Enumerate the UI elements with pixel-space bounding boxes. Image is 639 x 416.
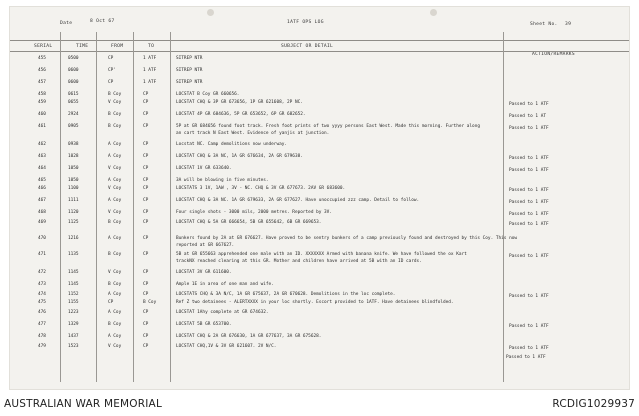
punch-hole [207,9,214,16]
to-cell: CP [143,252,149,257]
serial-cell: 472 [38,270,46,275]
time-cell: 0905 [68,124,79,129]
action-remark: Passed to 1 ATF [509,294,549,299]
detail-line: LOCSTAT CHQ & 5A GR 666654, 5B GR 655642, 6B GR 669653. [176,220,322,225]
to-cell: CP [143,236,149,241]
time-cell: 1100 [68,186,79,191]
time-cell: 0600 [68,80,79,85]
detail-line: an cart track N East West. Evidence of yanjis at junction. [176,131,330,136]
time-cell: 1111 [68,198,79,203]
time-cell: 1329 [68,322,79,327]
to-cell: CP [143,292,149,297]
from-cell: B Coy [108,92,122,97]
serial-cell: 455 [38,56,46,61]
col-serial-header: SERIAL [34,44,53,49]
detail-line: LOCSTAT B Coy GR 660656. [176,92,240,97]
to-cell: CP [143,112,149,117]
action-remark: Passed to 1 AT [509,114,547,119]
time-cell: 1028 [68,154,79,159]
detail-line: Four single shots - 3000 mils, 2000 metres. Reported by 3V. [176,210,332,215]
time-cell: 0938 [68,142,79,147]
serial-cell: 474 [38,292,46,297]
time-cell: 1120 [68,210,79,215]
detail-line: SITREP NTR [176,68,203,73]
column-divider [503,32,504,382]
detail-line: LOCSTAT 4P GR 684636, 5P GR 653652, 6P GR 682652. [176,112,306,117]
from-cell: A Coy [108,154,122,159]
column-divider [133,32,134,382]
serial-cell: 464 [38,166,46,171]
to-cell: CP [143,210,149,215]
action-remark: Passed to 1 ATF [509,324,549,329]
serial-cell: 456 [38,68,46,73]
detail-line: LOCSTAT 5B GR 653700. [176,322,232,327]
action-remark: Passed to 1 ATF [509,156,549,161]
time-cell: 1145 [68,282,79,287]
from-cell: B Coy [108,220,122,225]
from-cell: A Coy [108,198,122,203]
time-cell: 1223 [68,310,79,315]
detail-line: SITREP NTR [176,56,203,61]
date-value: 8 Oct 67 [90,19,115,24]
serial-cell: 462 [38,142,46,147]
to-cell: CP [143,186,149,191]
from-cell: V Coy [108,344,122,349]
from-cell: B Coy [108,252,122,257]
from-cell: A Coy [108,292,122,297]
table-header-rule [10,51,629,52]
extra-action-note: Passed to 1 ATF [506,355,546,360]
detail-line: LOCSTATS 3 1V, 1AW , 3V - NC. CHQ & 3V GR 677673. 2AV GR 683600. [176,186,346,191]
col-from-header: FROM [111,44,124,49]
detail-line: 3A will be blowing in five minutes. [176,178,269,183]
from-cell: A Coy [108,178,122,183]
time-cell: 0600 [68,68,79,73]
serial-cell: 465 [38,178,46,183]
to-cell: CP [143,270,149,275]
table-top-rule [10,40,629,41]
col-detail-header: SUBJECT OR DETAIL [281,44,334,49]
serial-cell: 469 [38,220,46,225]
time-cell: 1135 [68,252,79,257]
detail-line: LOCSTAT CHQ,1V & 3V GR 621607. 2V N/C. [176,344,277,349]
time-cell: 1437 [68,334,79,339]
detail-line: 5B at GR 655663 apprehended one male with an ID. XXXXXXX Armed with banana knife. We have followed the ox Kart [176,252,467,257]
from-cell: B Coy [108,112,122,117]
from-cell: V Coy [108,186,122,191]
detail-line: LOCSTAT 1V GR 633640. [176,166,232,171]
detail-line: LOCSTATS CHQ & 3A N/C, 1A GR 675637, 2A GR 670628. Demolitions in the loc complete. [176,292,396,297]
action-remark: Passed to 1 ATF [509,222,549,227]
action-remark: Passed to 1 ATF [509,168,549,173]
from-cell: A Coy [108,236,122,241]
serial-cell: 471 [38,252,46,257]
action-remark: Passed to 1 ATF [509,102,549,107]
column-divider [170,32,171,382]
from-cell: V Coy [108,270,122,275]
column-divider [96,32,97,382]
to-cell: B Coy [143,300,157,305]
serial-cell: 470 [38,236,46,241]
to-cell: CP [143,282,149,287]
to-cell: CP [143,220,149,225]
detail-line: SITREP NTR [176,80,203,85]
time-cell: 1145 [68,270,79,275]
to-cell: CP [143,334,149,339]
detail-line: LOCSTAT CHQ & 3A NC, 1A GR 676634, 2A GR 679638. [176,154,303,159]
detail-line: Bunkers found by 2A at GR 676627. Have proved to be sentry bunkers of a camp previously found and destroyed by this Coy. This now [176,236,517,241]
serial-cell: 460 [38,112,46,117]
serial-cell: 479 [38,344,46,349]
to-cell: 1 ATF [143,80,157,85]
col-action-header: ACTION/REMARKS [532,52,575,57]
to-cell: CP [143,198,149,203]
action-remark: Passed to 1 ATF [509,254,549,259]
time-cell: 0500 [68,56,79,61]
detail-line: 5P at GR 684656 found foot track. Fresh foot prints of two yyyy persons East West. Made this morning. Further along [176,124,480,129]
serial-cell: 461 [38,124,46,129]
serial-cell: 467 [38,198,46,203]
sheet-label: Sheet No. [530,22,558,27]
from-cell: B Coy [108,322,122,327]
from-cell: V Coy [108,166,122,171]
detail-line: trackNX reached clearing at this GR. Mother and children have arrived at 5B with an ID cards. [176,259,422,264]
to-cell: CP [143,178,149,183]
serial-cell: 475 [38,300,46,305]
time-cell: 1523 [68,344,79,349]
time-cell: 0655 [68,100,79,105]
detail-line: LOCSTAT 3V GR 611600. [176,270,232,275]
col-to-header: TO [148,44,155,49]
footer-id: RCDIG1029937 [552,398,635,410]
action-remark: Passed to 1 ATF [509,126,549,131]
column-divider [60,32,61,382]
detail-line: Ample 1E in area of one man and wife. [176,282,274,287]
to-cell: CP [143,166,149,171]
from-cell: CP [108,80,114,85]
log-title: 1ATF OPS LOG [287,20,324,25]
serial-cell: 477 [38,322,46,327]
action-remark: Passed to 1 ATF [509,346,549,351]
action-remark: Passed to 1 ATF [509,188,549,193]
to-cell: CP [143,100,149,105]
serial-cell: 473 [38,282,46,287]
detail-line: reported at GR 667627. [176,243,235,248]
time-cell: 1152 [68,292,79,297]
serial-cell: 476 [38,310,46,315]
from-cell: V Coy [108,100,122,105]
from-cell: B Coy [108,124,122,129]
detail-line: Ref Z two detainees - ALERTXXXX in your loc shortly. Escort provided to 1ATF. Have detainees blindfolded. [176,300,454,305]
to-cell: CP [143,154,149,159]
time-cell: 1155 [68,300,79,305]
time-cell: 2924 [68,112,79,117]
time-cell: 1050 [68,166,79,171]
from-cell: A Coy [108,310,122,315]
to-cell: CP [143,92,149,97]
from-cell: CP [108,56,114,61]
action-remark: Passed to 1 ATF [509,212,549,217]
to-cell: 1 ATF [143,68,157,73]
from-cell: A Coy [108,334,122,339]
from-cell: V Coy [108,210,122,215]
detail-line: LOCSTAT CHQ & 2A GR 676630, 1A GR 677637, 3A GR 675628. [176,334,322,339]
detail-line: LOCSTAT CHQ & 3P GR 673656, 1P GR 621608, 2P NC. [176,100,303,105]
punch-hole [430,9,437,16]
to-cell: CP [143,322,149,327]
sheet-number: 39 [565,22,572,27]
to-cell: CP [143,142,149,147]
from-cell: CP' [108,68,116,73]
action-remark: Passed to 1 ATF [509,200,549,205]
date-label: Date [60,21,73,26]
serial-cell: 463 [38,154,46,159]
from-cell: B Coy [108,282,122,287]
to-cell: CP [143,124,149,129]
detail-line: Locstat NC. Camp demolitions now underway. [176,142,288,147]
serial-cell: 459 [38,100,46,105]
from-cell: CP [108,300,114,305]
time-cell: 0615 [68,92,79,97]
to-cell: CP [143,310,149,315]
time-cell: 1216 [68,236,79,241]
serial-cell: 478 [38,334,46,339]
footer-credit: AUSTRALIAN WAR MEMORIAL [4,398,162,410]
detail-line: LOCSTAT CHQ & 3A NC. 1A GR 679633, 2A GR 677627. Have unoccupied zzz camp. Detail to follow. [176,198,420,203]
from-cell: A Coy [108,142,122,147]
to-cell: 1 ATF [143,56,157,61]
serial-cell: 466 [38,186,46,191]
detail-line: LOCSTAT 1Ahy complete at GR 674632. [176,310,269,315]
time-cell: 1050 [68,178,79,183]
serial-cell: 458 [38,92,46,97]
time-cell: 1125 [68,220,79,225]
to-cell: CP [143,344,149,349]
serial-cell: 457 [38,80,46,85]
serial-cell: 468 [38,210,46,215]
col-time-header: TIME [76,44,89,49]
